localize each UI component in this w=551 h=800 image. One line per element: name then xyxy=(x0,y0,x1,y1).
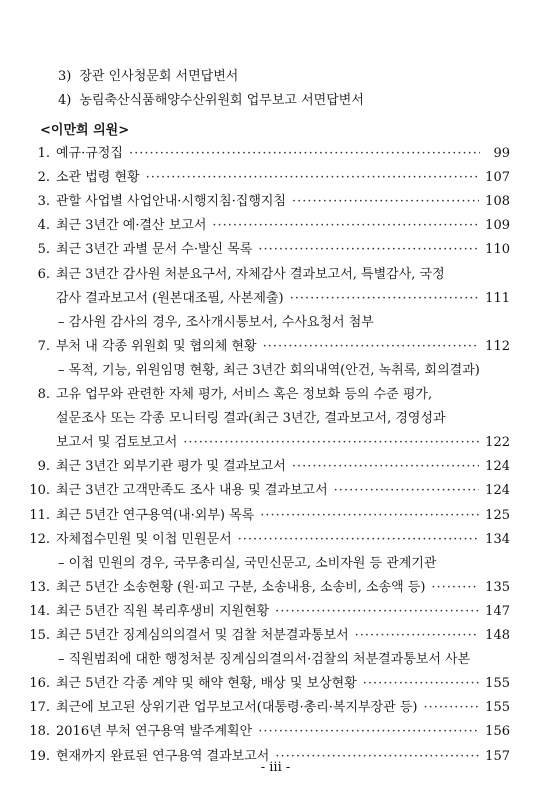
toc-entry-number: 19. xyxy=(29,748,50,764)
leader-dots xyxy=(334,480,480,502)
toc-entry xyxy=(26,264,510,286)
leader-dots xyxy=(129,143,480,165)
toc-entry-text: 2016년 부처 연구용역 발주계획안 xyxy=(56,724,253,740)
toc-entry-page: 108 xyxy=(485,194,510,210)
toc-entry xyxy=(58,649,510,671)
toc-entry-text: 현재까지 완료된 연구용역 결과보고서 xyxy=(56,748,270,764)
toc-entry-number: 5. xyxy=(37,242,50,258)
toc-entry-text: 최근 3년간 예·결산 보고서 xyxy=(56,218,207,234)
toc-entry-text: 최근 3년간 과별 문서 수·발신 목록 xyxy=(56,242,253,258)
top-item-number: 3) xyxy=(58,69,72,84)
toc-entry-number: 1. xyxy=(37,146,50,161)
toc-entry xyxy=(26,577,510,599)
toc-entry-text: 최근 5년간 직원 복리후생비 지원현황 xyxy=(56,603,270,619)
leader-dots xyxy=(146,167,480,189)
toc-entry-number: 10. xyxy=(29,483,50,499)
toc-entry xyxy=(56,288,510,310)
toc-entry-number: 14. xyxy=(29,603,50,619)
toc-entry-text: – 직원범죄에 대한 행정처분 징계심의결의서·검찰의 처분결과통보서 사본 xyxy=(58,652,471,668)
toc-entry-text: 감사 결과보고서 (원본대조필, 사본제출) xyxy=(56,290,284,306)
toc-entry-text: – 목적, 기능, 위원임명 현황, 최근 3년간 회의내역(안건, 녹취록, 회의결과) xyxy=(58,362,480,378)
toc-entry-page: 135 xyxy=(485,579,510,595)
toc-entry-text: 부처 내 각종 위원회 및 협의체 현황 xyxy=(56,338,257,354)
toc-entry-text: 최근 5년간 소송현황 (원·피고 구분, 소송내용, 소송비, 소송액 등) xyxy=(56,579,426,595)
leader-dots xyxy=(431,577,479,599)
toc-entry xyxy=(26,505,510,527)
top-item-text: 장관 인사청문회 서면답변서 xyxy=(79,69,239,84)
toc-entry xyxy=(56,432,510,454)
leader-dots xyxy=(183,432,479,454)
leader-dots xyxy=(355,625,480,647)
toc-entry-text: 최근 3년간 외부기관 평가 및 결과보고서 xyxy=(56,459,286,475)
leader-dots xyxy=(258,239,479,261)
toc-entry-text: 최근 3년간 감사원 처분요구서, 자체감사 결과보고서, 특별감사, 국정 xyxy=(56,266,445,282)
toc-entry xyxy=(58,312,510,334)
toc-entry-number: 4. xyxy=(37,218,50,234)
toc-entry xyxy=(58,360,510,382)
toc-entry-page: 107 xyxy=(485,170,510,186)
toc-entry-page: 148 xyxy=(485,628,510,643)
toc-entry-text: – 이첩 민원의 경우, 국무총리실, 국민신문고, 소비자원 등 관계기관 xyxy=(58,555,437,571)
toc-entry xyxy=(26,191,510,213)
leader-dots xyxy=(260,505,479,527)
toc-entry xyxy=(26,673,510,695)
toc-entry xyxy=(26,167,510,189)
toc-entry xyxy=(26,721,510,743)
toc-entry-page: 99 xyxy=(493,146,510,161)
toc-entry-number: 3. xyxy=(37,194,50,210)
toc-entry-text: 자체접수민원 및 이첩 민원문서 xyxy=(56,531,232,547)
toc-entry-page: 124 xyxy=(485,459,510,475)
toc-entry-number: 13. xyxy=(29,579,50,595)
toc-entry-number: 8. xyxy=(37,387,50,402)
toc-entry xyxy=(26,601,510,623)
toc-entry-text: – 감사원 감사의 경우, 조사개시통보서, 수사요청서 첨부 xyxy=(58,314,374,330)
toc-entry-page: 155 xyxy=(485,676,510,692)
toc-entry-text: 최근 5년간 각종 계약 및 해약 현황, 배상 및 보상현황 xyxy=(56,676,357,692)
toc-entry-page: 156 xyxy=(485,724,510,740)
toc-entry-page: 147 xyxy=(485,603,510,619)
toc-entry-page: 125 xyxy=(485,507,510,523)
top-item-4 xyxy=(58,90,498,112)
toc-entry xyxy=(58,553,510,575)
toc-entry xyxy=(26,529,510,551)
toc-entry xyxy=(26,480,510,502)
leader-dots xyxy=(258,721,479,743)
toc-entry-page: 124 xyxy=(485,483,510,499)
toc-entry-page: 109 xyxy=(485,218,510,234)
top-item-number: 4) xyxy=(58,93,72,108)
toc-entry-number: 2. xyxy=(37,170,50,186)
toc-entry xyxy=(56,408,510,430)
toc-entry-number: 7. xyxy=(37,338,50,354)
toc-entry-page: 112 xyxy=(485,338,510,354)
leader-dots xyxy=(363,673,479,695)
toc-entry-text: 설문조사 또는 각종 모니터링 결과(최근 3년간, 결과보고서, 경영성과 xyxy=(56,411,446,427)
toc-entry-page: 110 xyxy=(485,242,510,258)
toc-entry-number: 15. xyxy=(29,628,50,643)
leader-dots xyxy=(292,456,479,478)
leader-dots xyxy=(275,601,479,623)
toc-entry-page: 122 xyxy=(485,435,510,451)
toc-entry-text: 예규·규정집 xyxy=(56,146,123,161)
toc-entry-page: 155 xyxy=(485,700,510,716)
leader-dots xyxy=(423,697,479,719)
toc-entry-text: 최근 3년간 고객만족도 조사 내용 및 결과보고서 xyxy=(56,483,328,499)
toc-entry xyxy=(26,336,510,358)
toc-entry-text: 소관 법령 현황 xyxy=(56,170,140,186)
toc-entry-text: 관할 사업별 사업안내·시행지침·집행지침 xyxy=(56,194,287,210)
leader-dots xyxy=(212,215,479,237)
leader-dots xyxy=(290,288,480,310)
toc-entry-page: 134 xyxy=(485,531,510,547)
toc-entry xyxy=(26,456,510,478)
toc-entry xyxy=(26,239,510,261)
toc-entry-number: 18. xyxy=(29,724,50,740)
toc-entry xyxy=(26,625,510,647)
toc-entry-number: 16. xyxy=(29,676,50,692)
toc-entry-text: 최근 5년간 징계심의의결서 및 검찰 처분결과통보서 xyxy=(56,628,349,643)
toc-entry-text: 최근에 보고된 상위기관 업무보고서(대통령·총리·복지부장관 등) xyxy=(56,700,418,716)
leader-dots xyxy=(238,529,480,551)
top-item-3 xyxy=(58,66,498,88)
toc-entry-number: 12. xyxy=(29,531,50,547)
leader-dots xyxy=(263,336,480,358)
toc-entry-number: 9. xyxy=(37,459,50,475)
toc-entry-page: 157 xyxy=(485,748,510,764)
toc-entry xyxy=(26,697,510,719)
leader-dots xyxy=(292,191,479,213)
toc-entry-page: 111 xyxy=(485,290,510,306)
toc-entry xyxy=(26,215,510,237)
section-title: <이만희 의원> xyxy=(40,123,130,138)
toc-entry xyxy=(26,143,510,165)
top-item-text: 농림축산식품해양수산위원회 업무보고 서면답변서 xyxy=(79,93,364,108)
toc-entry-number: 6. xyxy=(37,266,50,282)
toc-entry-number: 11. xyxy=(29,507,50,523)
toc-entry-text: 최근 5년간 연구용역(내·외부) 목록 xyxy=(56,507,255,523)
toc-entry xyxy=(26,384,510,406)
toc-entry-text: 고유 업무와 관련한 자체 평가, 서비스 혹은 정보화 등의 수준 평가, xyxy=(56,387,433,402)
page-footer: - iii - xyxy=(260,760,291,775)
toc-entry-number: 17. xyxy=(29,700,50,716)
toc-entry-text: 보고서 및 검토보고서 xyxy=(56,435,178,451)
